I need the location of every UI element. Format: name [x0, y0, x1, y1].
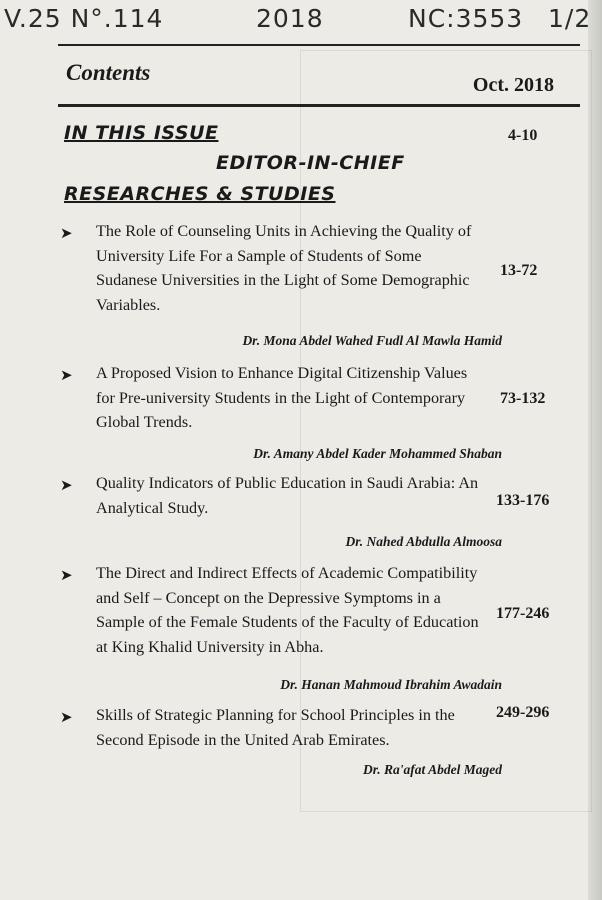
article-title: The Direct and Indirect Effects of Academic Compatibility and Self – Concept on the Depressive Symptoms in a Sample of the Female Students of the Faculty of Education at King Khalid University in Abha. [96, 564, 479, 656]
handwritten-volume: V.25 N°.114 [4, 4, 164, 33]
article-pages: 13-72 [500, 262, 538, 279]
bullet-icon: ➤ [60, 708, 73, 726]
bullet-icon: ➤ [60, 224, 73, 242]
article-author: Dr. Ra'afat Abdel Maged [362, 762, 502, 777]
issue-date: Oct. 2018 [472, 74, 554, 96]
article-title: Skills of Strategic Planning for School Principles in the Second Episode in the United Arab Emirates. [96, 706, 455, 749]
section-editor-in-chief: EDITOR-IN-CHIEF [216, 152, 405, 174]
handwritten-call-number: NC:3553 [408, 4, 524, 33]
article-title: A Proposed Vision to Enhance Digital Citizenship Values for Pre-university Students in the Light of Contemporary Global Trends. [96, 364, 468, 431]
header-rule [58, 104, 580, 107]
article-title: The Role of Counseling Units in Achieving the Quality of University Life For a Sample of Students of Some Sudanese Universities in the Light of Some Demographic Variables. [96, 222, 472, 314]
article-pages: 177-246 [496, 605, 550, 622]
bullet-icon: ➤ [60, 476, 73, 494]
page-range-in-this-issue: 4-10 [508, 127, 538, 144]
top-rule [58, 44, 580, 46]
article-title: Quality Indicators of Public Education in Saudi Arabia: An Analytical Study. [96, 474, 479, 517]
section-researches-studies: RESEARCHES & STUDIES [64, 183, 336, 205]
article-author: Dr. Hanan Mahmoud Ibrahim Awadain [280, 677, 502, 692]
bullet-icon: ➤ [60, 366, 73, 384]
article-pages: 249-296 [496, 704, 550, 721]
handwritten-year: 2018 [256, 4, 324, 33]
article-author: Dr. Nahed Abdulla Almoosa [345, 534, 502, 549]
article-author: Dr. Amany Abdel Kader Mohammed Shaban [253, 446, 502, 461]
section-in-this-issue: IN THIS ISSUE [64, 122, 219, 144]
bullet-icon: ➤ [60, 566, 73, 584]
article-pages: 133-176 [496, 492, 550, 509]
page-edge [588, 0, 602, 900]
article-pages: 73-132 [500, 390, 546, 407]
page-title: Contents [66, 60, 151, 85]
handwritten-part: 1/2 [548, 4, 592, 33]
article-author: Dr. Mona Abdel Wahed Fudl Al Mawla Hamid [242, 333, 502, 348]
